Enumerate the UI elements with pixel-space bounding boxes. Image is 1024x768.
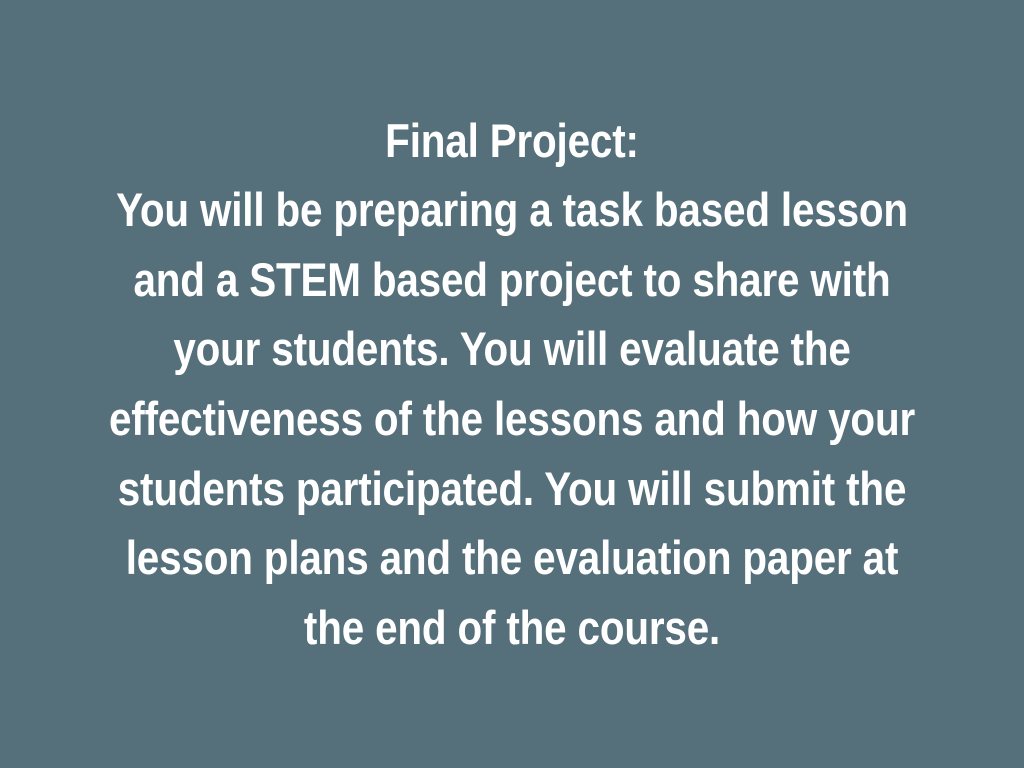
slide-text-block	[22, 106, 1002, 662]
slide-heading: Final Project:	[385, 113, 639, 167]
slide-body-text: You will be preparing a task based lesson and a STEM based project to share with your students. You will evaluate the effectiveness of the lessons and how your students participated. You will submit the lesson plans and the evaluation paper at the end of the course.	[108, 183, 916, 654]
